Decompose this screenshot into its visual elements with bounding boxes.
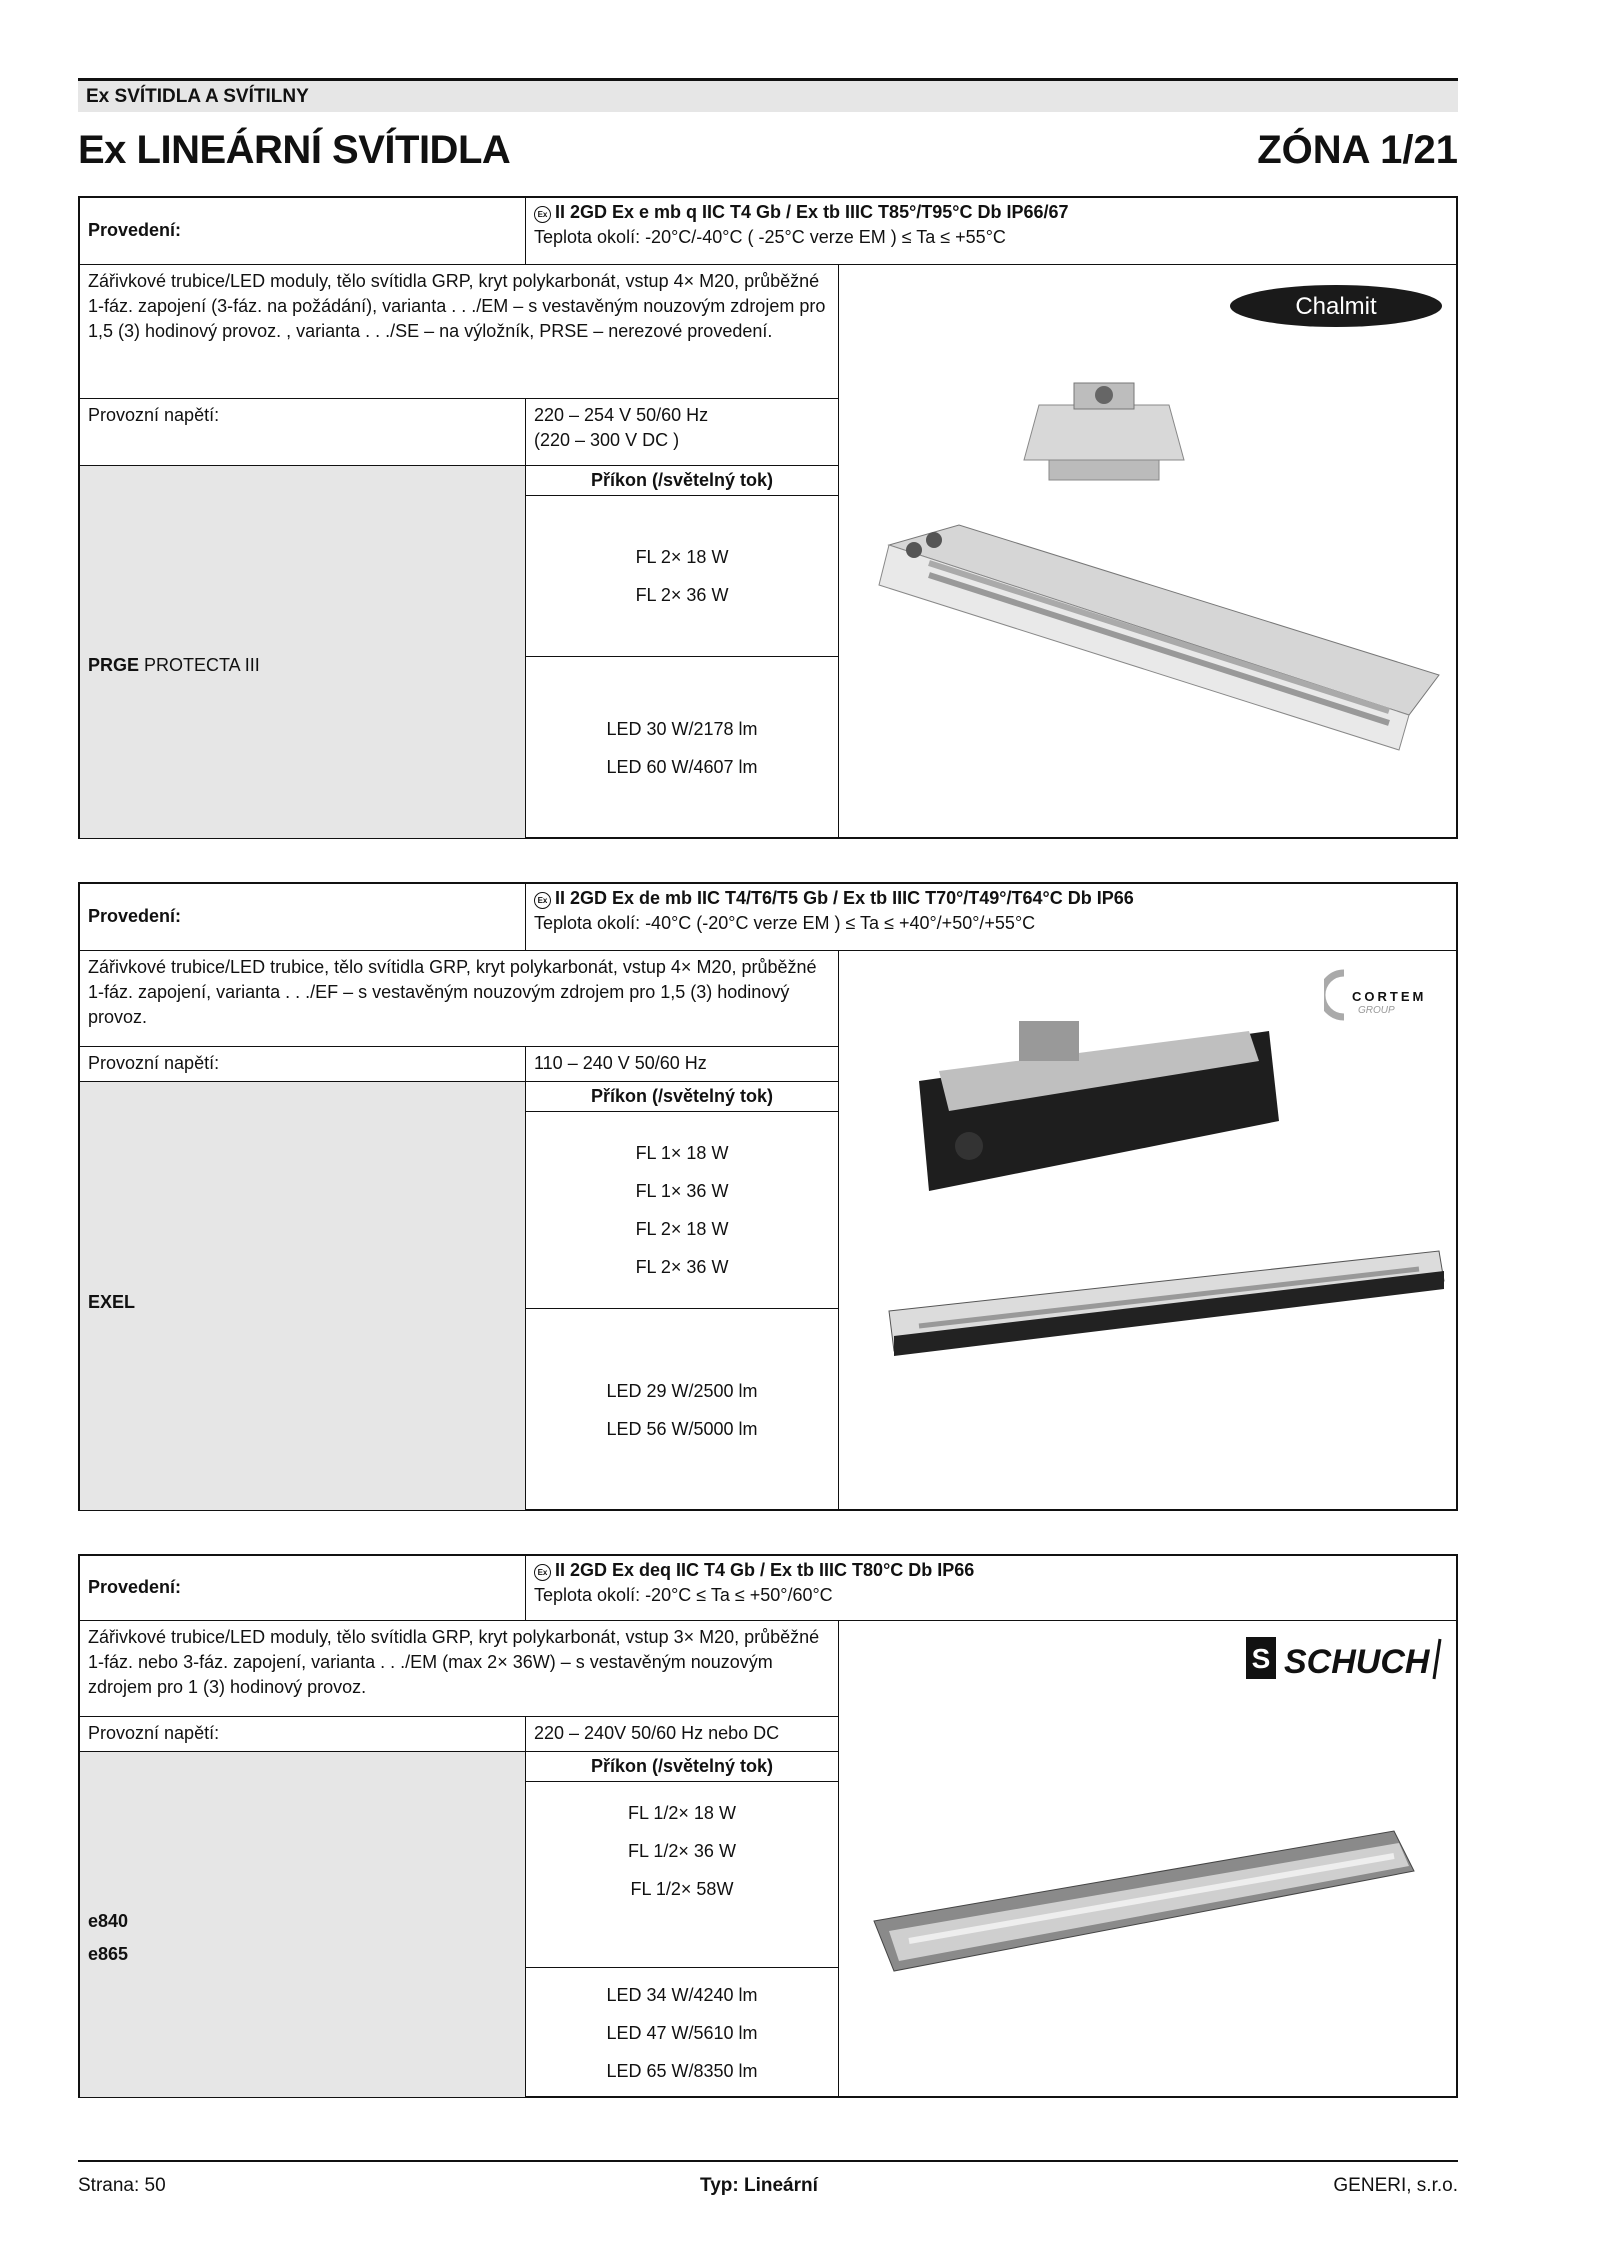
power-header: Příkon (/světelný tok) xyxy=(526,1082,838,1112)
schuch-logo xyxy=(1244,1633,1444,1683)
voltage-label: Provozní napětí: xyxy=(80,1717,526,1751)
page-title: Ex LINEÁRNÍ SVÍTIDLA xyxy=(78,128,511,172)
svg-text:S: S xyxy=(1251,1643,1271,1674)
led-value: LED 34 W/4240 lm xyxy=(606,1984,758,2005)
voltage-label: Provozní napětí: xyxy=(80,1047,526,1081)
ex-icon: Ex xyxy=(534,892,551,909)
svg-text:GROUP: GROUP xyxy=(1358,1005,1395,1016)
cert-text: II 2GD Ex de mb IIC T4/T6/T5 Gb / Ex tb IIIC T70°/T49°/T64°C Db IP66 xyxy=(555,888,1134,908)
page-number: Strana: 50 xyxy=(78,2175,166,2196)
fl-value: FL 1× 18 W xyxy=(635,1143,729,1164)
led-value: LED 30 W/2178 lm xyxy=(606,718,758,739)
voltage-value: 110 – 240 V 50/60 Hz xyxy=(534,1053,707,1073)
product-e840 xyxy=(78,1554,1458,2098)
footer-divider xyxy=(78,2160,1458,2162)
fl-value: FL 2× 36 W xyxy=(635,1257,729,1278)
svg-text:Chalmit: Chalmit xyxy=(1295,293,1377,320)
description: Zářivkové trubice/LED moduly, tělo svítidla GRP, kryt polykarbonát, vstup 4× M20, průběžné 1-fáz. zapojení (3-fáz. na požádání), varianta . . ./EM – s vestavěným nouzovým zdrojem pro 1,5 (3) hodinový provoz. , varianta . . ./SE – na výložník, PRSE – nerezové provedení. xyxy=(80,265,838,399)
chalmit-logo xyxy=(1226,281,1446,331)
fixture-open-image xyxy=(909,1021,1289,1201)
fl-value: FL 2× 18 W xyxy=(635,1219,729,1240)
power-header: Příkon (/světelný tok) xyxy=(526,466,838,496)
temp-text: Teplota okolí: -20°C ≤ Ta ≤ +50°/60°C xyxy=(534,1585,833,1606)
category-bar: Ex SVÍTIDLA A SVÍTILNY xyxy=(78,78,1458,112)
led-value: LED 56 W/5000 lm xyxy=(606,1418,758,1439)
cert-text: II 2GD Ex deq IIC T4 Gb / Ex tb IIIC T80°C Db IP66 xyxy=(555,1560,975,1580)
company-name: GENERI, s.r.o. xyxy=(1333,2175,1458,2196)
provedeni-label: Provedení: xyxy=(80,198,526,264)
fl-value: FL 2× 36 W xyxy=(635,585,729,606)
zone-label: ZÓNA 1/21 xyxy=(1257,128,1458,172)
voltage-value: 220 – 240V 50/60 Hz nebo DC xyxy=(534,1723,780,1743)
fl-value: FL 1× 36 W xyxy=(635,1181,729,1202)
temp-text: Teplota okolí: -20°C/-40°C ( -25°C verze EM ) ≤ Ta ≤ +55°C xyxy=(534,227,1006,248)
product-exel xyxy=(78,882,1458,1511)
svg-text:SCHUCH: SCHUCH xyxy=(1284,1643,1430,1681)
voltage-label: Provozní napětí: xyxy=(80,399,526,465)
provedeni-label: Provedení: xyxy=(80,1556,526,1620)
temp-text: Teplota okolí: -40°C (-20°C verze EM ) ≤ Ta ≤ +40°/+50°/+55°C xyxy=(534,913,1036,934)
ex-icon: Ex xyxy=(534,206,551,223)
description: Zářivkové trubice/LED moduly, tělo svítidla GRP, kryt polykarbonát, vstup 3× M20, průběžné 1-fáz. nebo 3-fáz. zapojení, varianta . . ./EM (max 2× 36W) – s vestavěným nouzovým zdrojem pro 1 (3) hodinový provoz. xyxy=(80,1621,838,1717)
fixture-side-image xyxy=(869,515,1449,755)
product-image-area xyxy=(839,1621,1456,2097)
fl-value: FL 1/2× 36 W xyxy=(628,1841,736,1862)
product-name: EXEL xyxy=(88,1291,136,1312)
page-type: Typ: Lineární xyxy=(700,2175,818,2196)
product-name: PRGE PROTECTA III xyxy=(88,654,260,675)
fl-value: FL 1/2× 18 W xyxy=(628,1803,736,1824)
voltage-value: (220 – 300 V DC ) xyxy=(534,430,680,451)
fixture-closed-image xyxy=(879,1241,1449,1361)
product-prge xyxy=(78,196,1458,839)
product-name: e840 xyxy=(88,1910,129,1931)
power-header: Příkon (/světelný tok) xyxy=(526,1752,838,1782)
fixture-image xyxy=(864,1821,1424,1981)
led-value: LED 29 W/2500 lm xyxy=(606,1380,758,1401)
description: Zářivkové trubice/LED trubice, tělo svítidla GRP, kryt polykarbonát, vstup 4× M20, průběžné 1-fáz. zapojení, varianta . . ./EF – s vestavěným nouzovým zdrojem pro 1,5 (3) hodinový provoz. xyxy=(80,951,838,1047)
led-value: LED 65 W/8350 lm xyxy=(606,2060,758,2081)
product-image-area xyxy=(839,265,1456,838)
cert-text: II 2GD Ex e mb q IIC T4 Gb / Ex tb IIIC T85°/T95°C Db IP66/67 xyxy=(555,202,1069,222)
product-image-area xyxy=(839,951,1456,1510)
fl-value: FL 1/2× 58W xyxy=(630,1879,734,1900)
ex-icon: Ex xyxy=(534,1564,551,1581)
provedeni-label: Provedení: xyxy=(80,884,526,950)
led-value: LED 60 W/4607 lm xyxy=(606,756,758,777)
fixture-end-image xyxy=(1019,375,1189,485)
cortem-logo xyxy=(1324,965,1444,1025)
led-value: LED 47 W/5610 lm xyxy=(606,2022,758,2043)
fl-value: FL 2× 18 W xyxy=(635,547,729,568)
voltage-value: 220 – 254 V 50/60 Hz xyxy=(534,405,709,425)
product-name: e865 xyxy=(88,1943,129,1964)
svg-text:CORTEM: CORTEM xyxy=(1352,989,1427,1004)
